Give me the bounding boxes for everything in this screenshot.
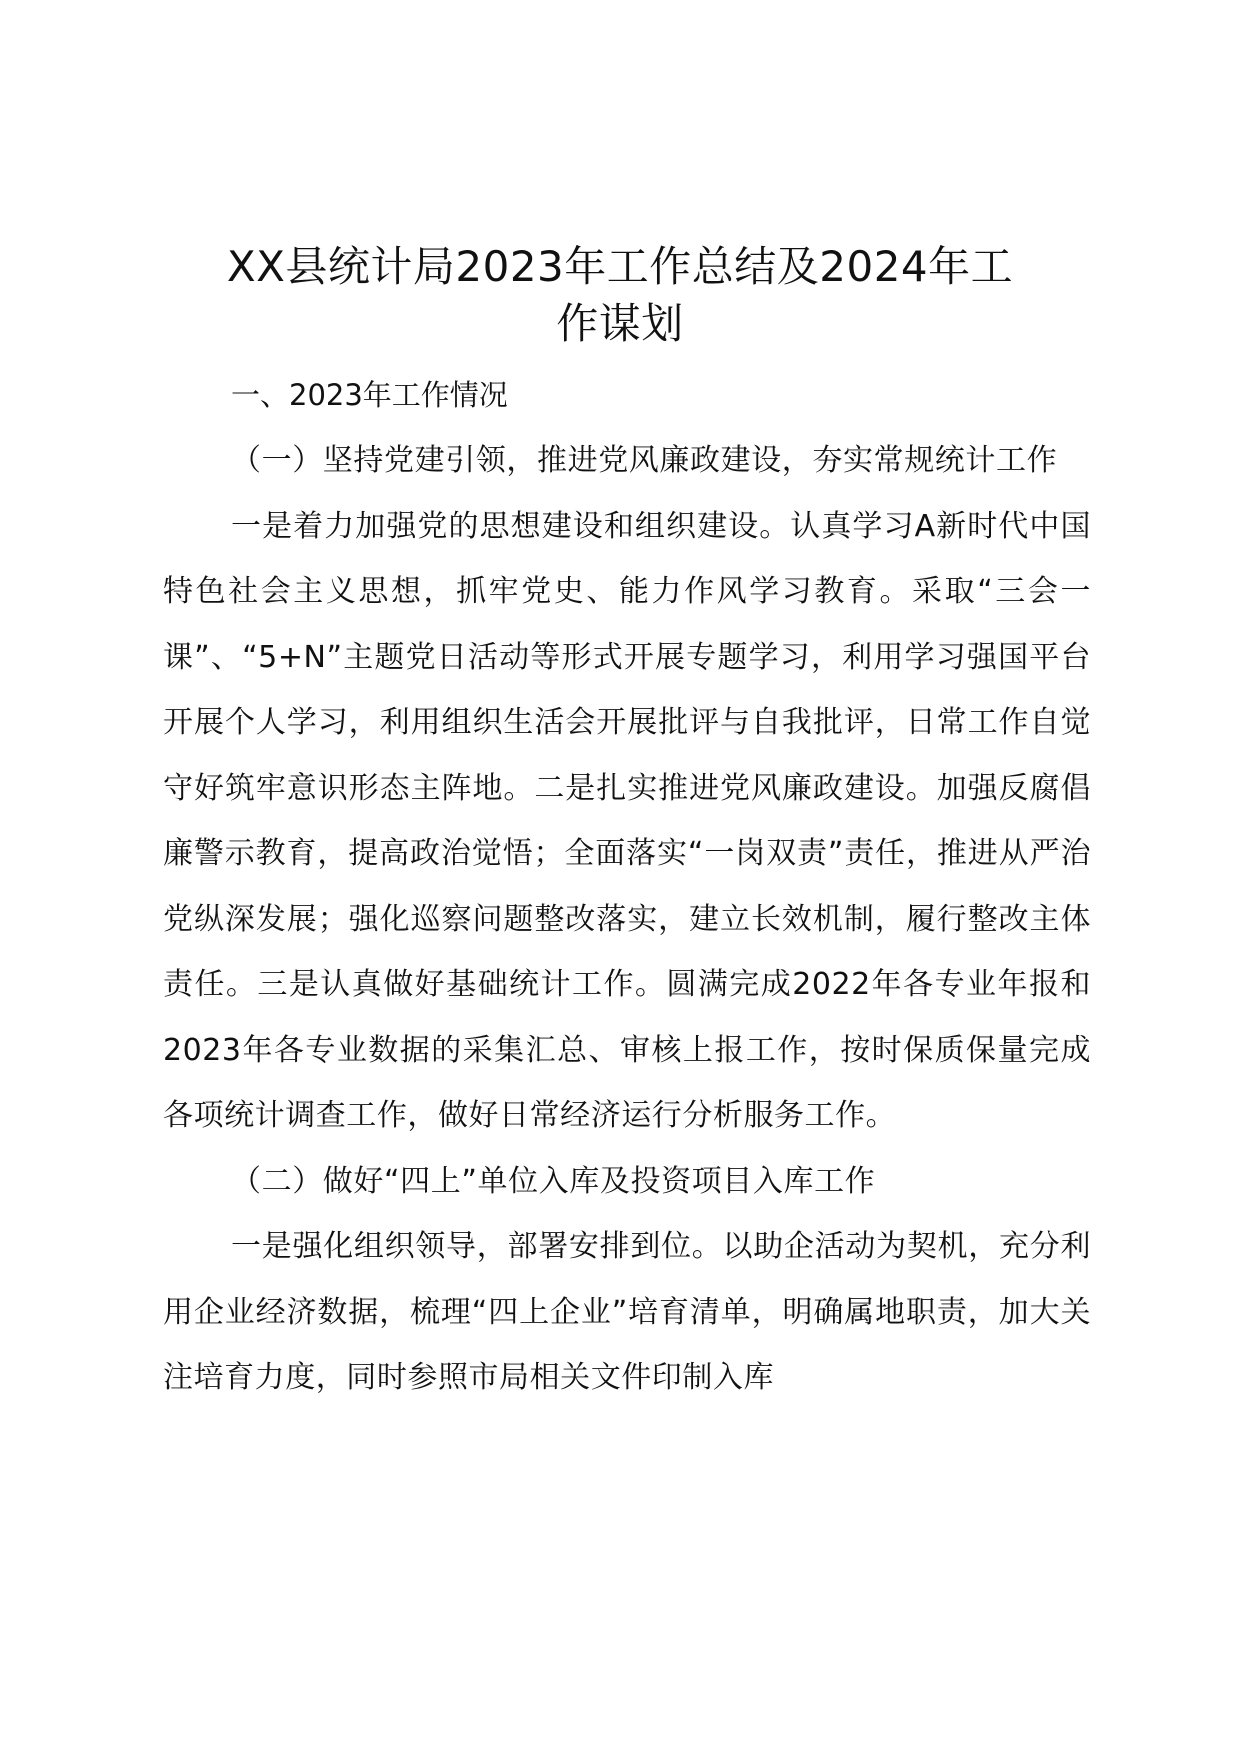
- subsection-heading-2: （二）做好“四上”单位入库及投资项目入库工作: [231, 1163, 876, 1199]
- section-heading-text: 一、2023年工作情况: [231, 378, 508, 412]
- document-body: [163, 428, 1091, 1411]
- document-title: [150, 238, 1090, 352]
- subsection-heading-1: （一）坚持党建引领，推进党风廉政建设，夯实常规统计工作: [231, 443, 1058, 478]
- title-line-1: XX县统计局2023年工作总结及2024年工: [226, 242, 1014, 291]
- section-heading-1: [163, 363, 1091, 429]
- paragraph-1: 一是着力加强党的思想建设和组织建设。认真学习A新时代中国特色社会主义思想，抓牢党史、能力作风学习教育。采取“三会一课”、“5+N”主题党日活动等形式开展专题学习，利用学习强国平台开展个人学习，利用组织生活会开展批评与自我批评，日常工作自觉守好筑牢意识形态主阵地。二是扎实推进党风廉政建设。加强反腐倡廉警示教育，提高政治觉悟；全面落实“一岗双责”责任，推进从严治党纵深发展；强化巡察问题整改落实，建立长效机制，履行整改主体责任。三是认真做好基础统计工作。圆满完成2022年各专业年报和2023年各专业数据的采集汇总、审核上报工作，按时保质保量完成各项统计调查工作，做好日常经济运行分析服务工作。: [163, 508, 1091, 1133]
- paragraph-2: 一是强化组织领导，部署安排到位。以助企活动为契机，充分利用企业经济数据，梳理“四上企业”培育清单，明确属地职责，加大关注培育力度，同时参照市局相关文件印制入库: [163, 1229, 1091, 1395]
- title-line-2: 作谋划: [556, 299, 684, 348]
